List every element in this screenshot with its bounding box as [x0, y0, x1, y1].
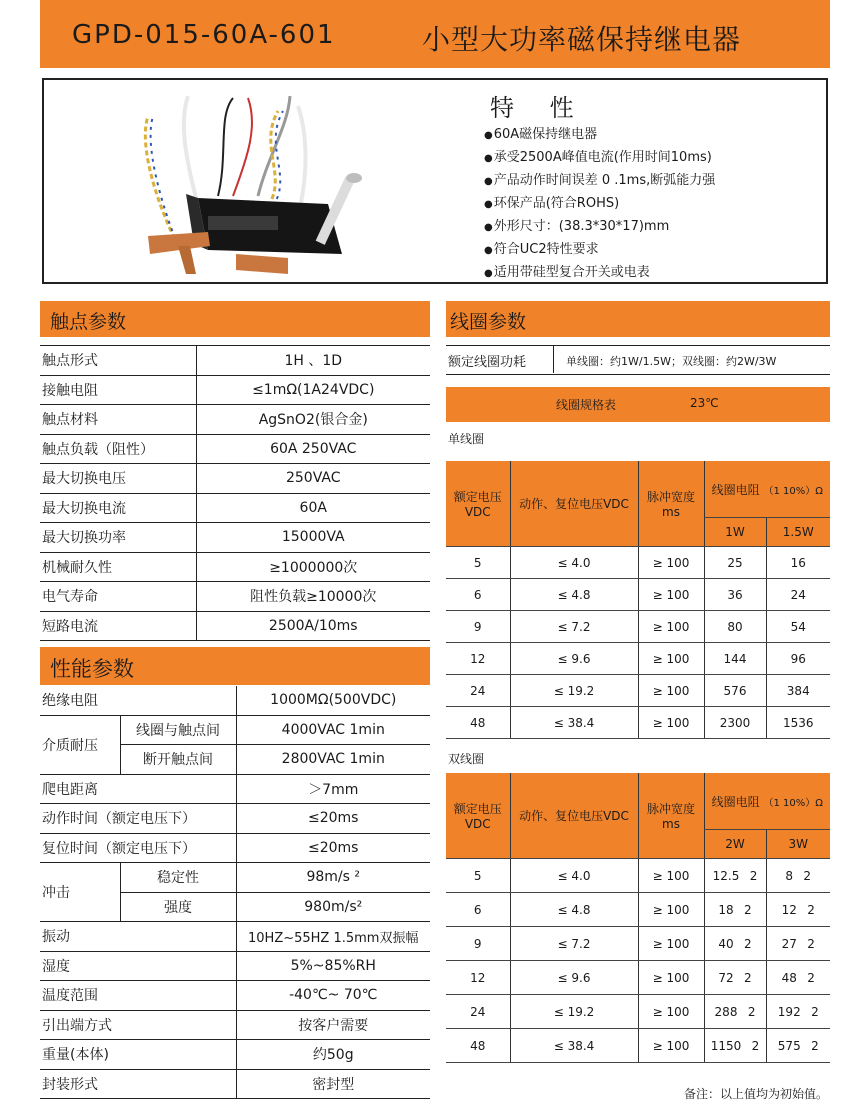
table-row — [40, 434, 430, 464]
cell: 192 — [777, 1004, 801, 1019]
cell: 9 — [446, 927, 510, 961]
coil-section-bar — [446, 301, 830, 337]
cell-suffix: 2 — [811, 1004, 819, 1019]
cell: 6 — [446, 579, 510, 611]
cell: 1150 — [710, 1038, 742, 1053]
cell-suffix: 2 — [751, 1038, 760, 1053]
coil-spec-temp: 23℃ — [690, 396, 719, 410]
table-row — [446, 547, 830, 579]
table-row — [40, 1010, 430, 1040]
cell: ≥ 100 — [638, 927, 704, 961]
param-label: 绝缘电阻 — [40, 686, 236, 715]
param-label: 电气寿命 — [40, 582, 196, 612]
footnote: 备注：以上值均为初始值。 — [683, 1087, 828, 1101]
col-header-pulse: 脉冲宽度ms — [638, 773, 704, 859]
cell: 18 — [718, 902, 734, 917]
cell: ≥ 100 — [638, 643, 704, 675]
cell-suffix: 2 — [803, 868, 812, 883]
relay-photo — [58, 86, 478, 280]
col-header-tolerance: （1 10%）Ω — [763, 797, 823, 809]
param-value: 1H 、1D — [196, 346, 430, 376]
cell: ≥ 100 — [638, 707, 704, 739]
cell: 48 — [446, 1029, 510, 1063]
cell-suffix: 2 — [807, 936, 815, 951]
cell: 12.5 — [712, 868, 740, 883]
table-row — [446, 1029, 830, 1063]
table-row — [446, 643, 830, 675]
cell: 16 — [766, 547, 830, 579]
cell: 40 — [718, 936, 734, 951]
cell: 2300 — [704, 707, 766, 739]
table-row — [40, 981, 430, 1011]
feature-item: ● 承受2500A峰值电流(作用时间10ms) — [484, 147, 715, 170]
double-coil-table — [446, 773, 830, 1063]
table-row — [40, 405, 430, 435]
cell: ≤ 38.4 — [510, 1029, 638, 1063]
col-header-pulse: 脉冲宽度ms — [638, 461, 704, 547]
single-coil-label: 单线圈 — [448, 432, 485, 446]
performance-table — [40, 686, 430, 1099]
cell: 1536 — [766, 707, 830, 739]
cell: 24 — [766, 579, 830, 611]
table-row — [446, 893, 830, 927]
param-label: 触点负载（阻性） — [40, 434, 196, 464]
cell: 54 — [766, 611, 830, 643]
param-label: 振动 — [40, 922, 236, 952]
contact-section-title: 触点参数 — [50, 311, 127, 333]
cell-suffix: 2 — [811, 1038, 819, 1053]
param-label: 触点材料 — [40, 405, 196, 435]
cell: ≤ 19.2 — [510, 675, 638, 707]
cell: ≤ 7.2 — [510, 927, 638, 961]
table-row — [40, 464, 430, 494]
table-row — [446, 995, 830, 1029]
param-value: ≤1mΩ(1A24VDC) — [196, 375, 430, 405]
table-row — [40, 715, 430, 745]
header-banner — [40, 0, 830, 68]
coil-spec-bar — [446, 387, 830, 422]
cell: ≤ 4.0 — [510, 859, 638, 893]
param-label: 封装形式 — [40, 1069, 236, 1099]
param-label: 最大切换电压 — [40, 464, 196, 494]
cell: 8 — [785, 868, 794, 883]
param-label: 机械耐久性 — [40, 552, 196, 582]
param-label: 接触电阻 — [40, 375, 196, 405]
param-value: ＞7mm — [236, 774, 430, 804]
param-label: 短路电流 — [40, 611, 196, 641]
param-value: 按客户需要 — [236, 1010, 430, 1040]
coil-power-value: 单线圈：约1W/1.5W；双线圈：约2W/3W — [566, 355, 777, 368]
feature-item: ● 外形尺寸：(38.3*30*17)mm — [484, 216, 715, 239]
col-header-resistance: 线圈电阻 — [711, 482, 760, 497]
param-label: 引出端方式 — [40, 1010, 236, 1040]
param-value: 2500A/10ms — [196, 611, 430, 641]
cell-suffix: 2 — [744, 936, 752, 951]
cell: ≤ 9.6 — [510, 961, 638, 995]
table-row — [40, 833, 430, 863]
feature-item: ● 环保产品(符合ROHS) — [484, 193, 715, 216]
col-header-3w: 3W — [766, 830, 830, 859]
param-label: 介质耐压 — [40, 715, 120, 774]
table-row — [40, 552, 430, 582]
table-row — [40, 611, 430, 641]
param-value: 980m/s² — [236, 892, 430, 922]
table-row — [40, 1040, 430, 1070]
cell: ≤ 4.8 — [510, 893, 638, 927]
table-row — [40, 774, 430, 804]
cell: ≤ 7.2 — [510, 611, 638, 643]
cell: 24 — [446, 675, 510, 707]
cell: 24 — [446, 995, 510, 1029]
param-value: ≥1000000次 — [196, 552, 430, 582]
table-row — [40, 493, 430, 523]
cell: 27 — [781, 936, 797, 951]
param-sublabel: 断开触点间 — [120, 745, 236, 775]
cell: 72 — [718, 970, 734, 985]
table-row — [446, 579, 830, 611]
table-row — [40, 523, 430, 553]
param-value: 5%~85%RH — [236, 951, 430, 981]
cell: 6 — [446, 893, 510, 927]
param-sublabel: 线圈与触点间 — [120, 715, 236, 745]
col-header-rated: 额定电压VDC — [446, 773, 510, 859]
cell: ≥ 100 — [638, 893, 704, 927]
cell: 576 — [704, 675, 766, 707]
cell: ≥ 100 — [638, 675, 704, 707]
table-row — [40, 863, 430, 893]
table-row — [40, 346, 430, 376]
table-row — [40, 804, 430, 834]
param-value: 98m/s ² — [236, 863, 430, 893]
table-row — [446, 675, 830, 707]
cell: 36 — [704, 579, 766, 611]
param-value: 密封型 — [236, 1069, 430, 1099]
cell: 12 — [446, 643, 510, 675]
table-row — [40, 686, 430, 715]
model-number: GPD-015-60A-601 — [72, 20, 336, 50]
cell-suffix: 2 — [747, 1004, 756, 1019]
param-value: 阻性负载≥10000次 — [196, 582, 430, 612]
cell-suffix: 2 — [749, 868, 758, 883]
table-row — [40, 375, 430, 405]
param-value: 约50g — [236, 1040, 430, 1070]
param-value: 4000VAC 1min — [236, 715, 430, 745]
coil-spec-title: 线圈规格表 — [556, 398, 617, 412]
table-row — [446, 611, 830, 643]
table-row — [446, 961, 830, 995]
cell: ≥ 100 — [638, 961, 704, 995]
cell-suffix: 2 — [744, 970, 752, 985]
cell: ≤ 38.4 — [510, 707, 638, 739]
cell: 80 — [704, 611, 766, 643]
performance-section-title: 性能参数 — [50, 657, 134, 681]
param-label: 最大切换电流 — [40, 493, 196, 523]
divider — [553, 346, 554, 373]
col-header-action: 动作、复位电压VDC — [510, 773, 638, 859]
cell: 48 — [446, 707, 510, 739]
table-row — [40, 582, 430, 612]
param-label: 动作时间（额定电压下） — [40, 804, 236, 834]
cell: 48 — [781, 970, 797, 985]
cell: 96 — [766, 643, 830, 675]
cell: 288 — [714, 1004, 738, 1019]
double-coil-label: 双线圈 — [448, 752, 485, 766]
param-value: -40℃~ 70℃ — [236, 981, 430, 1011]
param-label: 冲击 — [40, 863, 120, 922]
cell: 5 — [446, 547, 510, 579]
col-header-1-5w: 1.5W — [766, 518, 830, 547]
table-row — [446, 707, 830, 739]
param-sublabel: 稳定性 — [120, 863, 236, 893]
cell: 144 — [704, 643, 766, 675]
param-value: 250VAC — [196, 464, 430, 494]
param-label: 湿度 — [40, 951, 236, 981]
feature-item: ● 适用带硅型复合开关或电表 — [484, 262, 715, 285]
param-label: 爬电距离 — [40, 774, 236, 804]
table-row — [40, 922, 430, 952]
feature-item: ● 60A磁保持继电器 — [484, 124, 715, 147]
table-row — [40, 951, 430, 981]
cell-suffix: 2 — [807, 902, 815, 917]
cell: ≥ 100 — [638, 579, 704, 611]
cell: ≥ 100 — [638, 859, 704, 893]
feature-title: 特 性 — [490, 94, 588, 122]
cell: 12 — [781, 902, 797, 917]
cell: 575 — [777, 1038, 801, 1053]
cell: ≥ 100 — [638, 1029, 704, 1063]
param-value: 60A — [196, 493, 430, 523]
cell: ≤ 4.8 — [510, 579, 638, 611]
single-coil-table — [446, 461, 830, 739]
param-value: AgSnO2(银合金) — [196, 405, 430, 435]
param-value: 60A 250VAC — [196, 434, 430, 464]
param-sublabel: 强度 — [120, 892, 236, 922]
param-label: 最大切换功率 — [40, 523, 196, 553]
cell: 25 — [704, 547, 766, 579]
table-row — [40, 1069, 430, 1099]
cell: 12 — [446, 961, 510, 995]
param-value: 10HZ~55HZ 1.5mm双振幅 — [236, 922, 430, 952]
cell: 384 — [766, 675, 830, 707]
table-row — [446, 859, 830, 893]
feature-list — [484, 124, 715, 285]
param-label: 触点形式 — [40, 346, 196, 376]
cell: ≥ 100 — [638, 547, 704, 579]
col-header-1w: 1W — [704, 518, 766, 547]
contact-table — [40, 345, 430, 641]
param-value: ≤20ms — [236, 804, 430, 834]
cell: 9 — [446, 611, 510, 643]
cell: ≤ 19.2 — [510, 995, 638, 1029]
col-header-action: 动作、复位电压VDC — [510, 461, 638, 547]
feature-box — [42, 78, 828, 284]
feature-item: ● 产品动作时间误差 0 .1ms,断弧能力强 — [484, 170, 715, 193]
param-label: 复位时间（额定电压下） — [40, 833, 236, 863]
cell: ≥ 100 — [638, 995, 704, 1029]
col-header-resistance: 线圈电阻 — [711, 794, 760, 809]
table-row — [446, 927, 830, 961]
param-value: 15000VA — [196, 523, 430, 553]
coil-section-title: 线圈参数 — [450, 311, 527, 333]
performance-section-bar — [40, 647, 430, 685]
coil-power-label: 额定线圈功耗 — [448, 355, 527, 370]
feature-item: ● 符合UC2特性要求 — [484, 239, 715, 262]
col-header-2w: 2W — [704, 830, 766, 859]
cell: ≤ 9.6 — [510, 643, 638, 675]
coil-power-row — [446, 345, 830, 375]
cell: ≤ 4.0 — [510, 547, 638, 579]
param-value: 1000MΩ(500VDC) — [236, 686, 430, 715]
param-value: 2800VAC 1min — [236, 745, 430, 775]
cell: 5 — [446, 859, 510, 893]
param-label: 重量(本体) — [40, 1040, 236, 1070]
col-header-tolerance: （1 10%）Ω — [763, 485, 823, 497]
cell-suffix: 2 — [744, 902, 752, 917]
cell: ≥ 100 — [638, 611, 704, 643]
cell-suffix: 2 — [807, 970, 815, 985]
param-value: ≤20ms — [236, 833, 430, 863]
param-label: 温度范围 — [40, 981, 236, 1011]
page-title: 小型大功率磁保持继电器 — [422, 23, 742, 56]
col-header-rated: 额定电压VDC — [446, 461, 510, 547]
contact-section-bar — [40, 301, 430, 337]
